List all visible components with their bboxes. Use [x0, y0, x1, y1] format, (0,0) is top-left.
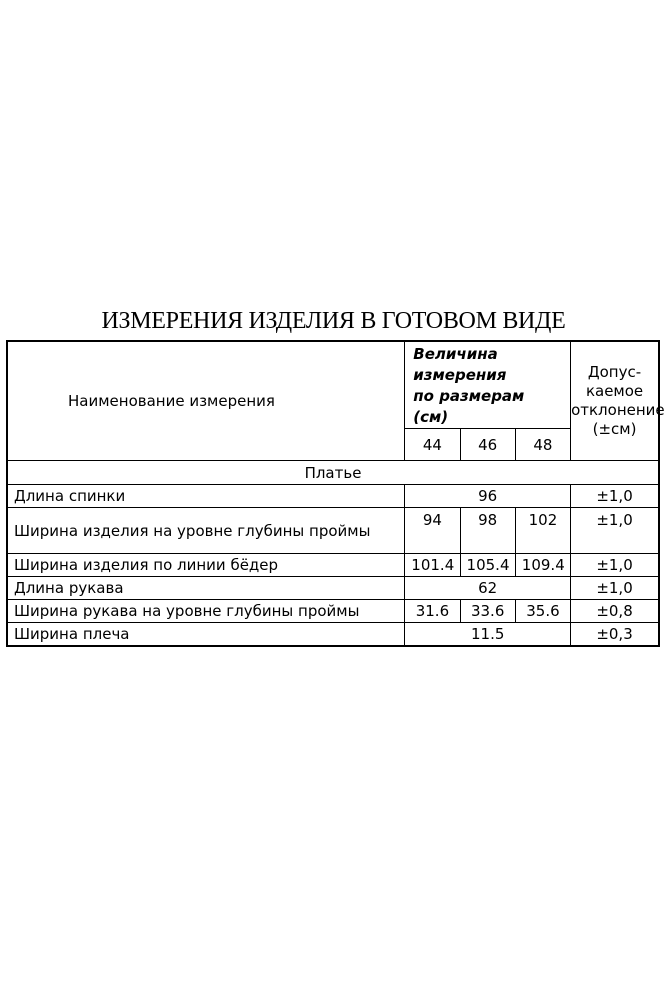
size-44: 44	[405, 429, 460, 461]
header-name-cell: Наименование измерения	[7, 341, 405, 461]
measurement-value-44: 101.4	[405, 554, 460, 577]
measurement-value: 62	[405, 577, 571, 600]
header-tol-line2: каемое	[585, 382, 644, 400]
measurement-value: 11.5	[405, 623, 571, 646]
measurement-value-48: 109.4	[515, 554, 570, 577]
measurement-name: Ширина изделия по линии бёдер	[7, 554, 405, 577]
table-row	[7, 600, 659, 623]
size-46: 46	[460, 429, 515, 461]
measurement-tolerance: ±1,0	[571, 508, 659, 554]
measurement-value-46: 33.6	[460, 600, 515, 623]
measurement-value-46: 98	[460, 508, 515, 554]
measurement-name: Ширина плеча	[7, 623, 405, 646]
header-tol-line1: Допус-	[587, 363, 642, 381]
measurement-value-48: 102	[515, 508, 570, 554]
measurement-value: 96	[405, 485, 571, 508]
document-title: ИЗМЕРЕНИЯ ИЗДЕЛИЯ В ГОТОВОМ ВИДЕ	[101, 308, 566, 334]
table-row	[7, 508, 659, 554]
measurements-table	[6, 340, 665, 647]
size-48: 48	[515, 429, 570, 461]
header-tol-line4: (±см)	[592, 420, 637, 438]
header-size-cell	[405, 341, 571, 429]
table-row	[7, 554, 659, 577]
header-tol-line3: отклонение	[571, 401, 665, 419]
table-row	[7, 623, 659, 646]
measurement-tolerance: ±0,3	[571, 623, 659, 646]
header-size-line2: по размерам (см)	[413, 387, 525, 426]
measurement-value-48: 35.6	[515, 600, 570, 623]
measurement-value-44: 31.6	[405, 600, 460, 623]
measurement-tolerance: ±1,0	[571, 554, 659, 577]
measurement-name: Длина рукава	[7, 577, 405, 600]
measurement-tolerance: ±1,0	[571, 577, 659, 600]
section-row	[7, 461, 659, 485]
measurement-name: Ширина изделия на уровне глубины проймы	[7, 508, 405, 554]
measurement-value-44: 94	[405, 508, 460, 554]
measurement-tolerance: ±0,8	[571, 600, 659, 623]
measurement-tolerance: ±1,0	[571, 485, 659, 508]
header-size-line1: Величина измерения	[413, 345, 507, 384]
measurement-name: Ширина рукава на уровне глубины проймы	[7, 600, 405, 623]
table-row	[7, 485, 659, 508]
table-header-row	[7, 341, 659, 429]
measurement-value-46: 105.4	[460, 554, 515, 577]
measurement-name: Длина спинки	[7, 485, 405, 508]
section-label: Платье	[7, 461, 659, 485]
header-tolerance-cell	[571, 341, 665, 461]
table-row	[7, 577, 659, 600]
